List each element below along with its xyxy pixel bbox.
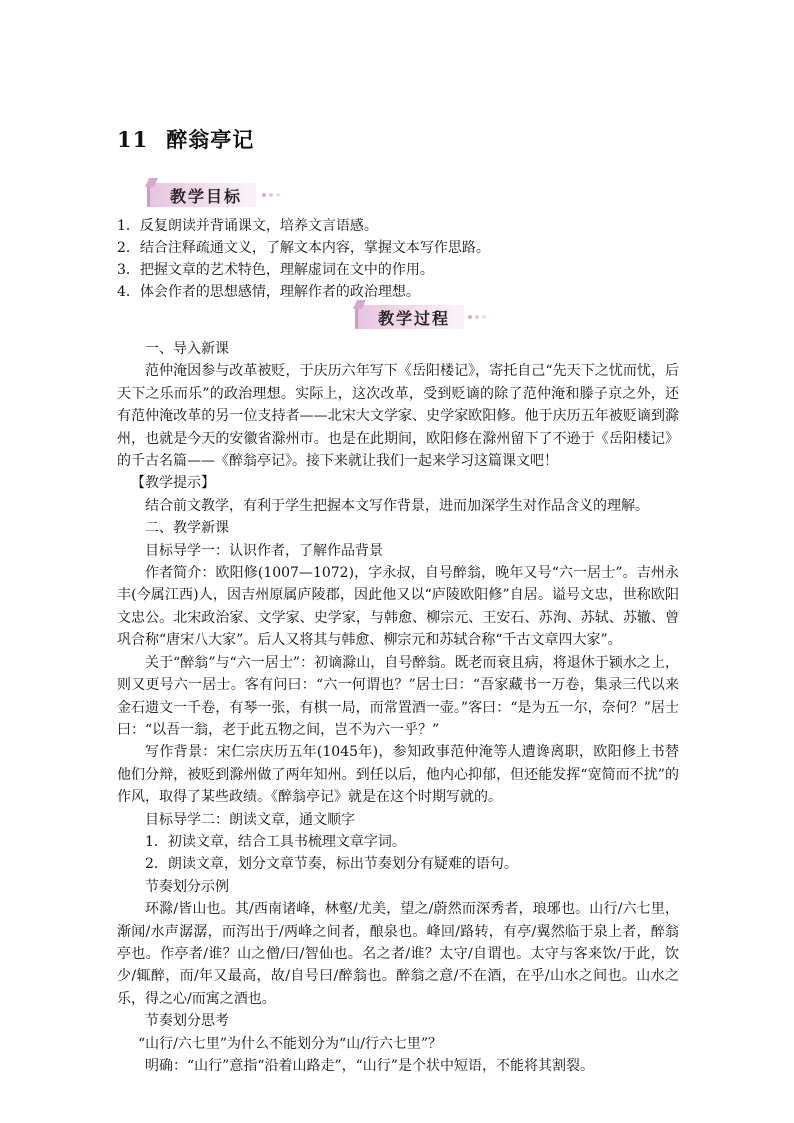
question: “山行/六七里”为什么不能划分为“山/行六七里”？: [138, 1035, 443, 1052]
section-heading: 二、教学新课: [145, 520, 229, 537]
paragraph: 作者简介：欧阳修(1007—1072)，字永叔，自号醉翁，晚年又号“六一居士”。吉州永丰(今属江西)人，因吉州原属庐陵郡，因此他又以“庐陵欧阳修”自居。谥号文忠，世称欧阳文忠公。北宋政治家、文学家、史学家，与韩愈、柳宗元、王安石、苏洵、苏轼、苏辙、曾巩合称“唐宋八大家”。后人又将其与韩愈、柳宗元和苏轼合称“千古文章四大家”。: [117, 565, 679, 649]
objective-heading: 目标导学二：朗读文章，通文顺字: [145, 811, 355, 828]
paragraph: 关于“醉翁”与“六一居士”：初谪滁山，自号醉翁。既老而衰且病，将退休于颍水之上，则又更号六一居士。客有问曰：“六一何谓也？”居士曰：“吾家藏书一万卷，集录三代以来金石遗文一千卷，有琴一张，有棋一局，而常置酒一壶。”客曰：“是为五一尔，奈何？”居士曰：“以吾一翁，老于此五物之间，岂不为六一乎？”: [117, 654, 679, 738]
section-heading: 一、导入新课: [145, 341, 229, 357]
list-item: 2．朗读文章，划分文章节奏，标出节奏划分有疑难的语句。: [145, 856, 518, 873]
goal-item: 1．反复朗读并背诵课文，培养文言语感。: [117, 218, 378, 234]
list-item: 1．初读文章，结合工具书梳理文章字词。: [145, 833, 406, 850]
paragraph: 结合前文教学，有利于学生把握本文写作背景，进而加深学生对作品含义的理解。: [145, 497, 649, 514]
banner-dots-icon: [468, 315, 486, 319]
goal-item: 4．体会作者的思想感情，理解作者的政治理想。: [117, 284, 420, 300]
subheading: 节奏划分思考: [145, 1013, 229, 1030]
goals-list: [117, 215, 679, 303]
paragraph: 范仲淹因参与改革被贬，于庆历六年写下《岳阳楼记》，寄托自己“先天下之忧而忧，后天下之乐而乐”的政治理想。实际上，这次改革，受到贬谪的除了范仲淹和滕子京之外，还有范仲淹改革的另一位支持者——北宋大文学家、史学家欧阳修。他于庆历五年被贬谪到滁州，也就是今天的安徽省滁州市。也是在此期间，欧阳修在滁州留下了不逊于《岳阳楼记》的千古名篇——《醉翁亭记》。接下来就让我们一起来学习这篇课文吧！: [117, 363, 679, 470]
banner-dots-icon: [262, 193, 280, 197]
goal-item: 2．结合注释疏通文义，了解文本内容，掌握文本写作思路。: [117, 240, 490, 256]
paragraph: 环滁/皆山也。其/西南诸峰，林壑/尤美，望之/蔚然而深秀者，琅琊也。山行/六七里，渐闻/水声潺潺，而泻出于/两峰之间者，酿泉也。峰回/路转，有亭/翼然临于泉上者，醉翁亭也。作亭者/谁？山之僧/曰/智仙也。名之者/谁？太守/自谓也。太守与客来饮/于此，饮少/辄醉，而/年又最高，故/自号曰/醉翁也。醉翁之意/不在酒，在乎/山水之间也。山水之乐，得之心/而寓之酒也。: [117, 901, 679, 1007]
subheading: 节奏划分示例: [145, 878, 229, 895]
objective-heading: 目标导学一：认识作者，了解作品背景: [145, 542, 383, 559]
teaching-tip-label: 【教学提示】: [131, 475, 215, 492]
process-body: [117, 338, 679, 1077]
goals-banner: [147, 180, 280, 210]
goal-item: 3．把握文章的艺术特色，理解虚词在文中的作用。: [117, 262, 434, 278]
process-banner: [355, 302, 486, 332]
process-banner-label: 教学过程: [355, 305, 464, 329]
lesson-number: 11: [117, 127, 149, 152]
goals-banner-label: 教学目标: [147, 183, 256, 207]
lesson-title: [117, 124, 254, 154]
answer: 明确：“山行”意指“沿着山路走”，“山行”是个状中短语，不能将其割裂。: [145, 1058, 594, 1074]
paragraph: 写作背景：宋仁宗庆历五年(1045年)，参知政事范仲淹等人遭谗离职，欧阳修上书替他们分辩，被贬到滁州做了两年知州。到任以后，他内心抑郁，但还能发挥“宽简而不扰”的作风，取得了某些政绩。《醉翁亭记》就是在这个时期写就的。: [117, 744, 679, 806]
lesson-title-text: 醉翁亭记: [166, 127, 255, 152]
